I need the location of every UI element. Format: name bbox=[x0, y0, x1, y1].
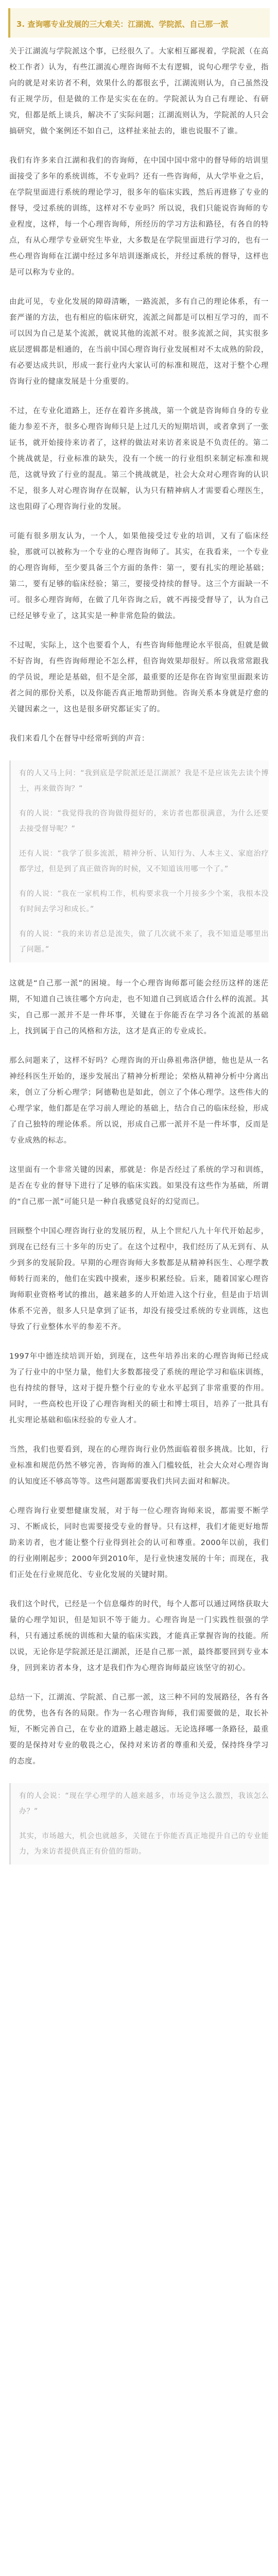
body-paragraph: 那么问题来了，这样不好吗？心理咨询的开山鼻祖弗洛伊德，他也是从一名神经科医生开始的，逐步发展出了精神分析理论；荣格从精神分析中分离出来，创立了分析心理学；阿德勒也是如此，创立了个体心理学。这些伟大的心理学家，他们都是在学习前人理论的基础上，结合自己的临床经验，形成了自己独特的理论体系。所以说，形成自己那一派并不是一件坏事，反而是专业成熟的标志。 bbox=[9, 1057, 269, 1145]
quote-paragraph: 有的人说：“我觉得我的咨询做得挺好的，来访者也都很满意，为什么还要去接受督导呢？” bbox=[19, 809, 269, 833]
body-paragraph: 总结一下，江湖流、学院派、自己那一派，这三种不同的发展路径，各有各的优势，也各有各的局限。作为一名心理咨询师，我们需要做的是，取长补短，不断完善自己，在专业的道路上越走越远。无论选择哪一条路径，最重要的是保持对专业的敬畏之心，保持对来访者的尊重和关爱，保持终身学习的态度。 bbox=[9, 1693, 269, 1766]
article-page bbox=[0, 8, 278, 1865]
quote-block-a bbox=[9, 760, 269, 962]
quote-block-b bbox=[9, 1783, 269, 1865]
body-paragraph: 不过，在专业化道路上，还存在着许多挑战，第一个就是咨询师自身的专业能力参差不齐，很多心理咨询师只是上过几天的短期培训，或者拿到了一张证书，就开始接待来访者了，这样的做法对来访者来说是不负责任的。第二个挑战就是，行业标准的缺失，没有一个统一的行业组织来制定标准和规范，这就导致了行业的混乱。第三个挑战就是，社会大众对心理咨询的认识不足，很多人对心理咨询存在误解，认为只有精神病人才需要看心理医生，这也阻碍了心理咨询行业的发展。 bbox=[9, 407, 269, 511]
paragraph-group-a bbox=[9, 44, 269, 515]
section-heading: 3. 查询哪专业发展的三大难关：江湖流、学院派、自己那一派 bbox=[8, 8, 270, 38]
quote-paragraph: 有的人又马上问：“我到底是学院派还是江湖派？我是不是应该先去读个博士，再来做咨询？” bbox=[19, 769, 269, 793]
quote-paragraph: 有的人说：“我的来访者总是流失，做了几次就不来了，我不知道是哪里出了问题。” bbox=[19, 930, 269, 954]
body-paragraph: 我们这个时代，已经是一个信息爆炸的时代，每个人都可以通过网络获取大量的心理学知识，但是知识不等于能力。心理咨询是一门实践性很强的学科，只有通过系统的训练和大量的临床实践，才能真正掌握咨询的技能。所以说，无论你是学院派还是江湖派，还是自己那一派，最终都要回到专业本身，回到来访者本身，这才是我们作为心理咨询师最应该坚守的初心。 bbox=[9, 1600, 269, 1672]
body-paragraph: 不过呢，实际上，这个也要看个人，有些咨询师他理论水平很高，但就是做不好咨询，有些咨询师理论不怎么样，但咨询效果却很好。所以我常常跟我的学员说，理论是基础，但不是全部，最重要的还是你在咨询室里面跟来访者之间的那份关系，以及你能否真正地帮助到他。咨询关系本身就是疗愈的关键因素之一，这也是很多研究都证实了的。 bbox=[9, 641, 269, 714]
body-paragraph: 心理咨询行业要想健康发展，对于每一位心理咨询师来说，都需要不断学习、不断成长，同时也需要接受专业的督导。只有这样，我们才能更好地帮助来访者，也才能让整个行业得到社会的认可和尊重。2000年以前，我们的行业刚刚起步；2000年到2010年，是行业快速发展的十年；而现在，我们正处在行业规范化、专业化发展的关键时期。 bbox=[9, 1507, 269, 1579]
body-paragraph: 我们来看几个在督导中经常听到的声音： bbox=[9, 735, 149, 743]
quote-paragraph: 其实，市场越大，机会也就越多，关键在于你能否真正地提升自己的专业能力，为来访者提供真正有价值的帮助。 bbox=[19, 1832, 269, 1856]
paragraph-group-d bbox=[9, 1690, 269, 1770]
paragraph-group-c bbox=[9, 976, 269, 1676]
body-paragraph: 我们有许多来自江湖和我们的咨询师，在中国中国中常中的督导师的培训里面接受了多年的系统训练，不专业吗？还有一些咨询师，从大学毕业之后，在学院里面进行系统的理论学习，很多年的临床实践，然后再进修了专业的督导，受过系统的训练，这样对不专业吗？所以说，我们只能说咨询师的专业程度，这样，每一个心理咨询师，所经历的学习方法和路径，有各自的特点，有从心理学专业研究生毕业，大多数是在学院里面进行学习的，也有一些心理咨询师在江湖中经过多年培训逐渐成长，并经过系统的督导，这样也是可以称为专业的。 bbox=[9, 157, 269, 277]
article-content bbox=[0, 38, 278, 1865]
quote-paragraph: 有的人会说：“现在学心理学的人越来越多，市场竞争这么激烈，我该怎么办？” bbox=[19, 1792, 269, 1816]
body-paragraph: 可能有很多朋友认为，一个人，如果他接受过专业的培训，又有了临床经验，那就可以被称为一个专业的心理咨询师了。其实，在我看来，一个专业的心理咨询师，至少要具备三个方面的条件：第一，要有扎实的理论基础；第二，要有足够的临床经验；第三，要接受持续的督导。这三个方面缺一不可。很多心理咨询师，在做了几年咨询之后，就不再接受督导了，认为自己已经足够专业了，这其实是一种非常危险的做法。 bbox=[9, 532, 269, 620]
body-paragraph: 这就是“自己那一派”的困境。每一个心理咨询师都可能会经历这样的迷茫期，不知道自己该往哪个方向走，也不知道自己到底适合什么样的流派。其实，自己那一派并不是一件坏事，关键在于你能否在学习各个流派的基础上，找到属于自己的风格和方法，这才是真正的专业成长。 bbox=[9, 979, 269, 1036]
quote-paragraph: 还有人说：“我学了很多流派，精神分析、认知行为、人本主义、家庭治疗都学过，但是到了真正做咨询的时候，又不知道该用哪一个了。” bbox=[19, 850, 269, 873]
body-paragraph: 关于江湖流与学院派这个事，已经很久了。大家相互鄙视着，学院派（在高校工作者）认为，有些江湖流心理咨询师不太有逻辑，说句心理学专业，指向的就是对来访者不利，效果什么的都很玄乎，江湖流则认为，自己虽然没有正规学历，但是做的工作是实实在在的。学院派认为自己有理论、有研究，但都是纸上谈兵，解决不了实际问题；江湖流则认为，学院派的人只会搞研究，做个案例还不如自己，这样扯来扯去的，谁也说服不了谁。 bbox=[9, 47, 269, 135]
body-paragraph: 这里面有一个非常关键的因素，那就是：你是否经过了系统的学习和训练，是否在专业的督导下进行了足够的临床实践。如果没有这些作为基础，所谓的“自己那一派”可能只是一种自我感觉良好的幻觉而已。 bbox=[9, 1166, 269, 1206]
body-paragraph: 回顾整个中国心理咨询行业的发展历程，从上个世纪八九十年代开始起步，到现在已经有三十多年的历史了。在这个过程中，我们经历了从无到有、从少到多的发展阶段。早期的心理咨询师大多数都是从精神科医生、心理学教师转行而来的，他们在实践中摸索，逐步积累经验。后来，随着国家心理咨询师职业资格考试的推出，越来越多的人开始进入这个行业，但是由于培训体系不完善，很多人只是拿到了证书，却没有接受过系统的专业训练，这也导致了行业整体水平的参差不齐。 bbox=[9, 1227, 269, 1331]
body-paragraph: 由此可见，专业化发展的障碍清晰，一路流派，多有自己的理论体系，有一套严谨的方法，也有相应的临床研究，流派之间都是可以相互学习的，而不可以因为自己是某个流派，就说其他的流派不对。很多流派之间，其实很多底层逻辑都是相通的，在当前中国心理咨询行业发展相对不太成熟的阶段，有必要达成共识，形成一套行业内大家认可的标准和规范，这对于整个心理咨询行业的健康发展是十分重要的。 bbox=[9, 298, 269, 386]
paragraph-group-b bbox=[9, 529, 269, 747]
quote-paragraph: 有的人说：“我在一家机构工作，机构要求我一个月接多少个案，我根本没有时间去学习和成长。” bbox=[19, 890, 269, 913]
body-paragraph: 1997年中德连续培训开始，到现在，这些年培养出来的心理咨询师已经成为了行业中的中坚力量，他们大多数都接受了系统的理论学习和临床训练，也有持续的督导，这对于提升整个行业的专业水平起到了非常重要的作用。同时，一些高校也开设了心理咨询相关的硕士和博士项目，培养了一批具有扎实理论基础和临床经验的专业人才。 bbox=[9, 1352, 269, 1425]
body-paragraph: 当然，我们也要看到，现在的心理咨询行业仍然面临着很多挑战。比如，行业标准和规范仍然不够完善，咨询师的准入门槛较低，社会大众对心理咨询的认知度还不够高等等。这些问题都需要我们共同去面对和解决。 bbox=[9, 1446, 269, 1486]
